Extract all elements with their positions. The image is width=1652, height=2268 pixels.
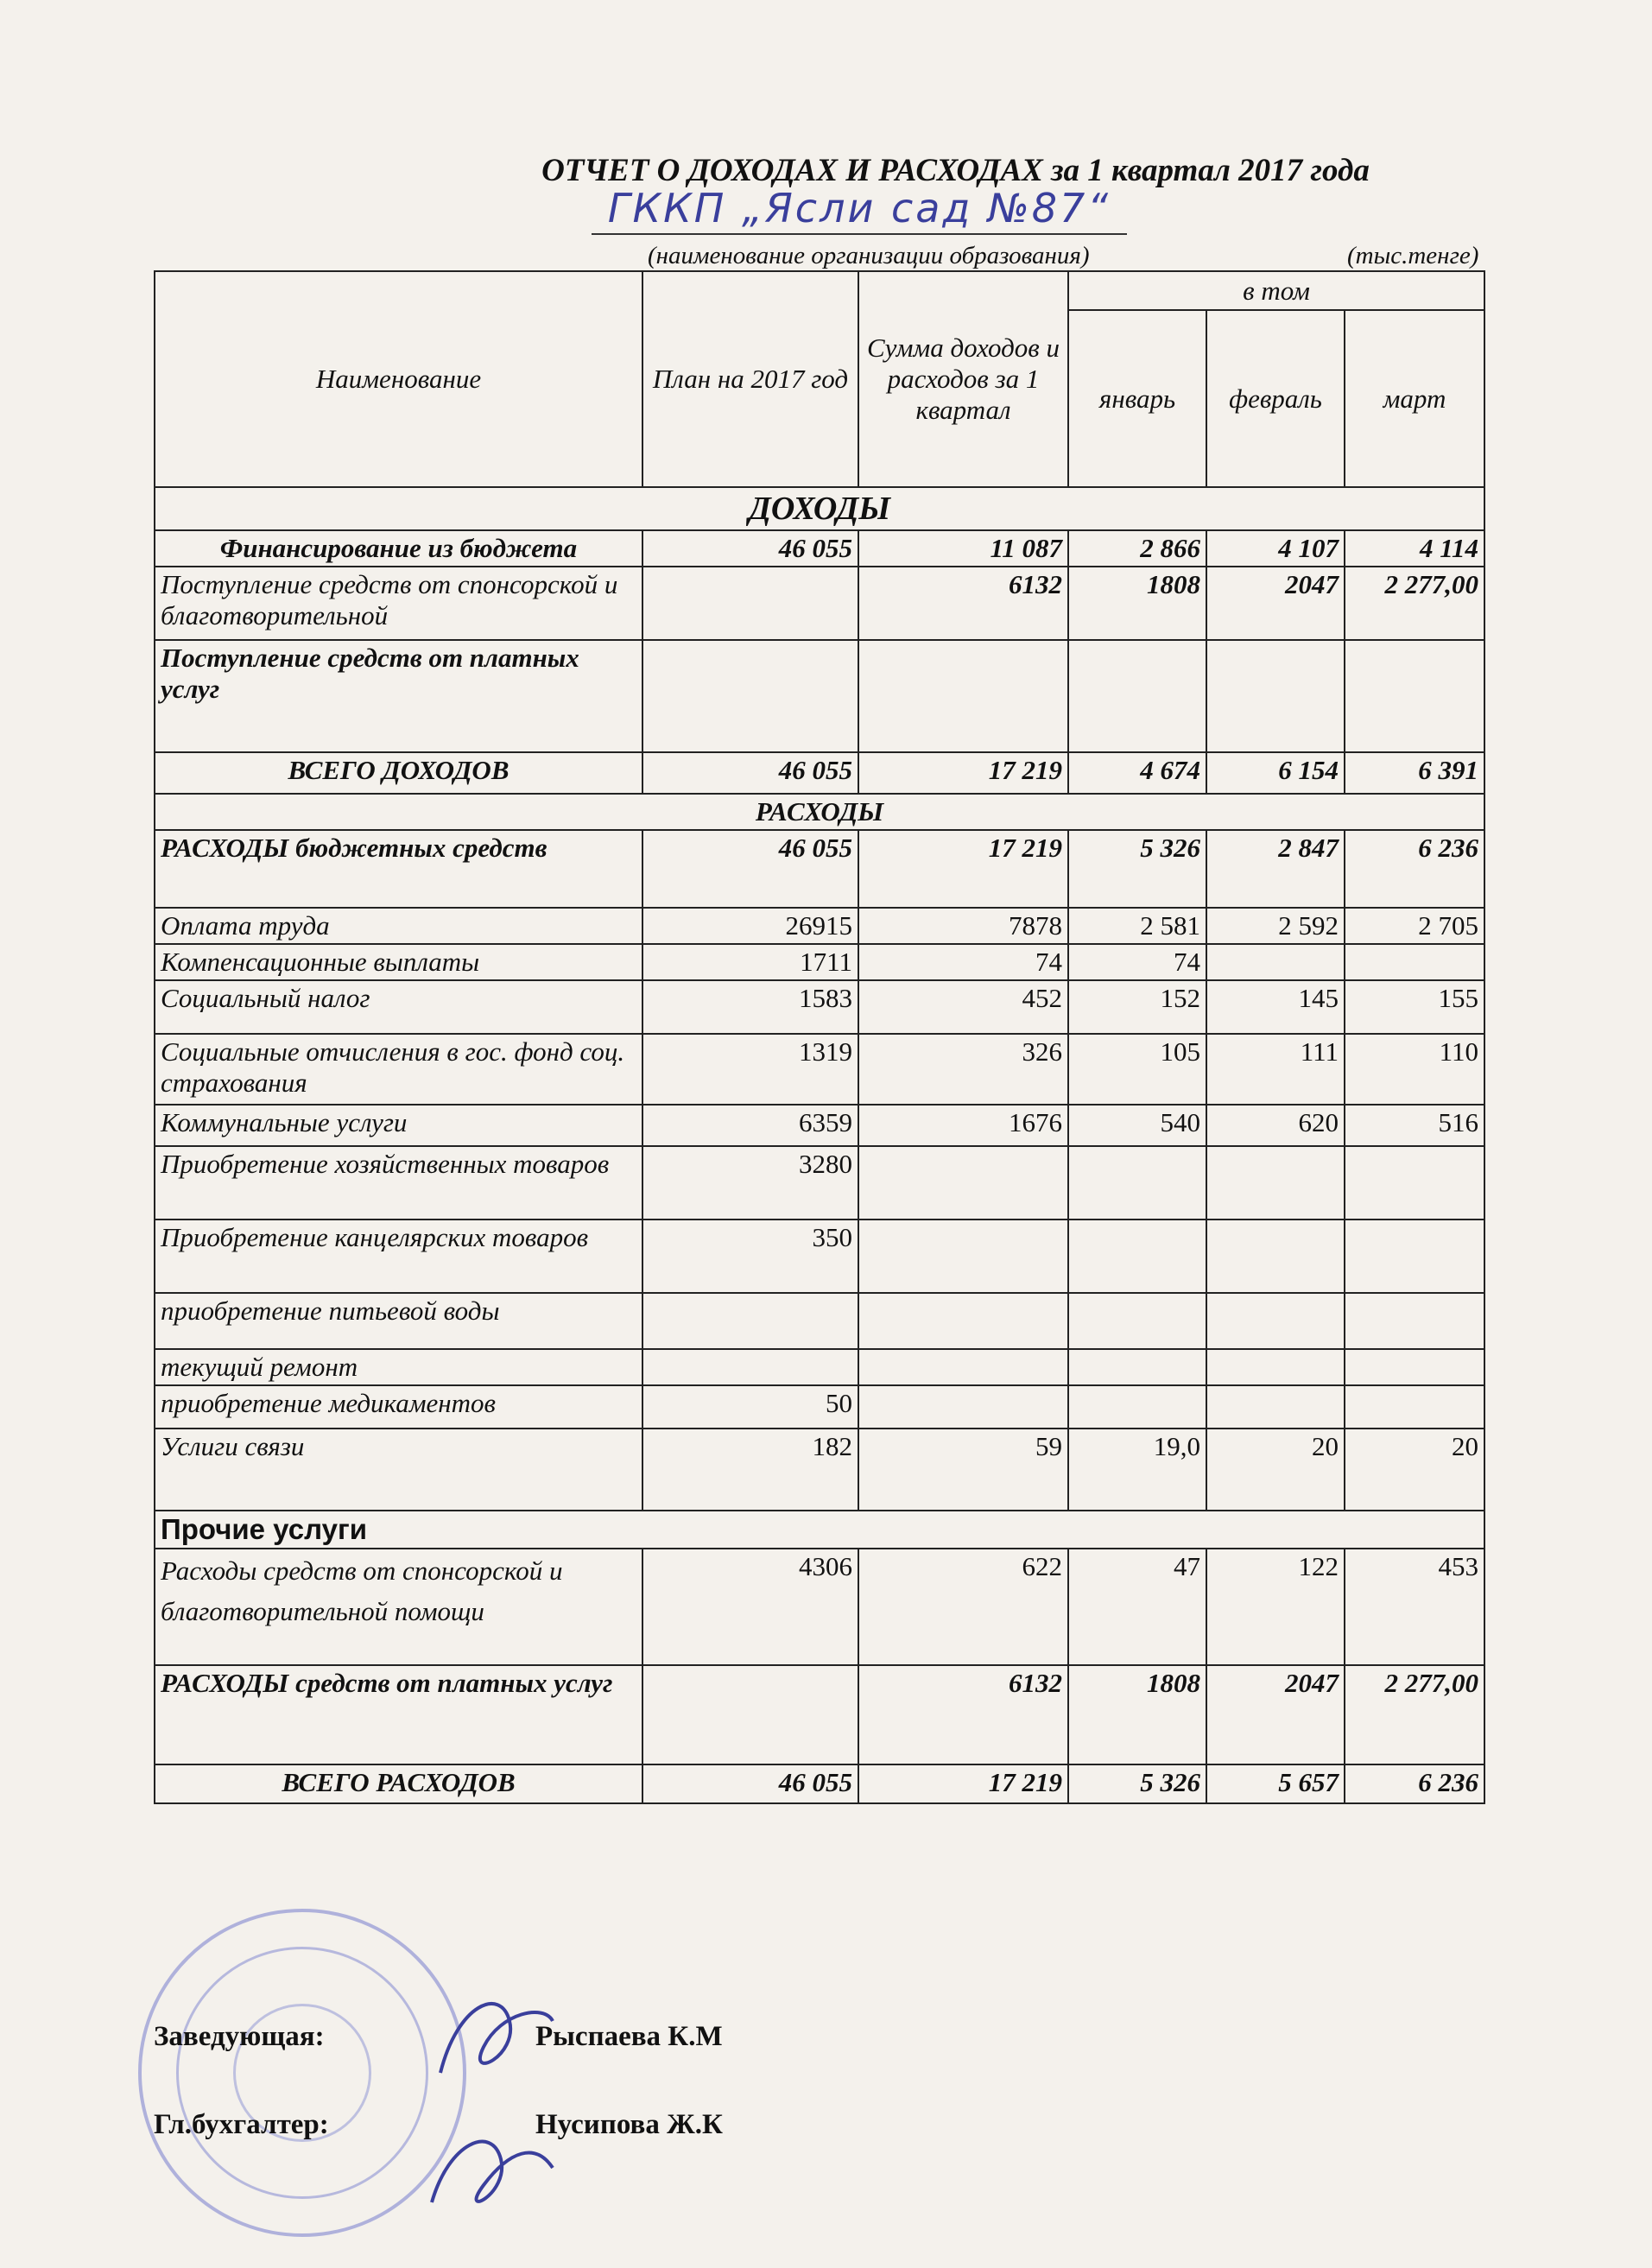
organization-caption: (наименование организации образования): [648, 242, 1090, 269]
table-row: Финансирование из бюджета 46 055 11 087 2 866 4 107 4 114: [155, 530, 1484, 567]
head-name: Рыспаева К.М: [535, 2021, 723, 2052]
table-row: Социальные отчисления в гос. фонд соц. страхования 1319 326 105 111 110: [155, 1034, 1484, 1105]
income-total-row: ВСЕГО ДОХОДОВ 46 055 17 219 4 674 6 154 6 391: [155, 752, 1484, 794]
table-row: Компенсационные выплаты 1711 74 74: [155, 944, 1484, 980]
table-row: приобретение питьевой воды: [155, 1293, 1484, 1349]
head-label: Заведующая:: [154, 2021, 325, 2052]
table-row: Приобретение хозяйственных товаров 3280: [155, 1146, 1484, 1220]
table-row: Поступление средств от платных услуг: [155, 640, 1484, 752]
income-section-title: ДОХОДЫ: [155, 487, 1484, 530]
table-row: текущий ремонт: [155, 1349, 1484, 1385]
accountant-label: Гл.бухгалтер:: [154, 2109, 329, 2140]
header-plan: План на 2017 год: [642, 271, 858, 487]
header-name: Наименование: [155, 271, 642, 487]
report-table: [154, 270, 1485, 1804]
table-row: Приобретение канцелярских товаров 350: [155, 1220, 1484, 1293]
unit-label: (тыс.тенге): [1347, 242, 1479, 269]
report-title: ОТЧЕТ О ДОХОДАХ И РАСХОДАХ за 1 квартал 2017 года: [541, 153, 1370, 188]
header-mar: март: [1345, 310, 1484, 487]
expense-section-title: РАСХОДЫ: [155, 794, 1484, 830]
table-row: Оплата труда 26915 7878 2 581 2 592 2 705: [155, 908, 1484, 944]
table-row: Коммунальные услуги 6359 1676 540 620 516: [155, 1105, 1484, 1146]
expense-budget-row: РАСХОДЫ бюджетных средств 46 055 17 219 5 326 2 847 6 236: [155, 830, 1484, 908]
other-services-title: Прочие услуги: [155, 1511, 1484, 1549]
organization-handwritten: ГККП „Ясли сад №87“: [592, 185, 1127, 235]
table-row: приобретение медикаментов 50: [155, 1385, 1484, 1429]
header-feb: февраль: [1206, 310, 1345, 487]
header-jan: январь: [1068, 310, 1206, 487]
table-row: Социальный налог 1583 452 152 145 155: [155, 980, 1484, 1034]
accountant-name: Нусипова Ж.К: [535, 2109, 723, 2140]
table-row: Расходы средств от спонсорской и благотворительной помощи 4306 622 47 122 453: [155, 1549, 1484, 1665]
header-sum: Сумма доходов и расходов за 1 квартал: [858, 271, 1068, 487]
table-row: Услиги связи 182 59 19,0 20 20: [155, 1429, 1484, 1511]
paid-expense-row: РАСХОДЫ средств от платных услуг 6132 1808 2047 2 277,00: [155, 1665, 1484, 1764]
table-row: Поступление средств от спонсорской и благотворительной 6132 1808 2047 2 277,00: [155, 567, 1484, 640]
header-including: в том: [1068, 271, 1484, 310]
expense-total-row: ВСЕГО РАСХОДОВ 46 055 17 219 5 326 5 657 6 236: [155, 1764, 1484, 1803]
